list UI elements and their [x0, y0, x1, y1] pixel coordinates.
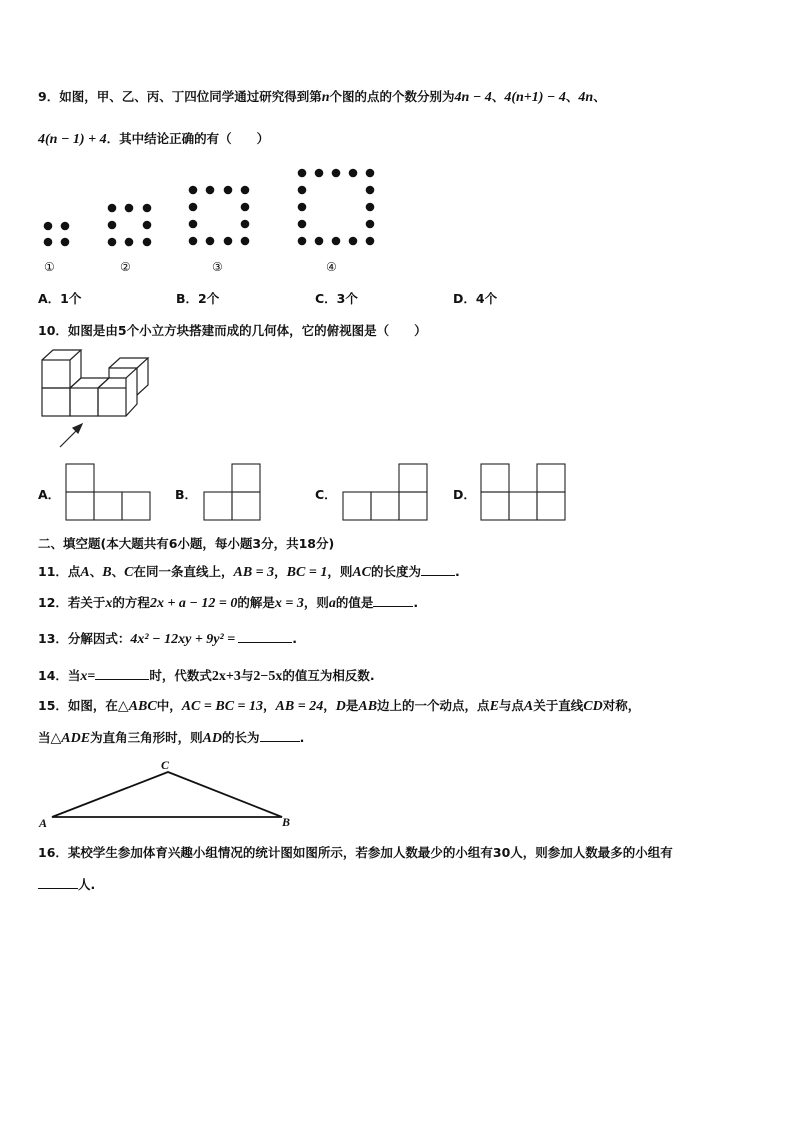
q14-line: 14．当x= 时，代数式2x+3与2−5x的值互为相反数. — [38, 668, 375, 684]
q9-line2: 4(n − 1) + 4．其中结论正确的有（ ） — [38, 131, 270, 147]
vertex-label-a: A — [39, 816, 48, 830]
figure-label-3: ③ — [212, 260, 223, 274]
figure-label-2: ② — [120, 260, 131, 274]
formula-2: 4(n+1) − 4 — [504, 90, 566, 105]
q11-line: 11．点A、B、C在同一条直线上，AB = 3，BC = 1，则AC的长度为 . — [38, 564, 460, 580]
vertex-label-b: B — [282, 815, 291, 829]
q9-option-d[interactable]: D．4个 — [453, 291, 498, 306]
q10-option-d-label[interactable]: D． — [453, 487, 476, 502]
q16-line1: 16．某校学生参加体育兴趣小组情况的统计图如图所示，若参加人数最少的小组有30人，则参加人数最多的小组有 — [38, 845, 673, 860]
q13-line: 13．分解因式：4x² − 12xy + 9y² = . — [38, 631, 297, 647]
q9-option-c[interactable]: C．3个 — [315, 291, 358, 306]
q13-expression: 4x² − 12xy + 9y² = — [130, 632, 236, 647]
q16-answer-blank[interactable] — [38, 876, 78, 889]
q10-line: 10．如图是由5个小立方块搭建而成的几何体，它的俯视图是（ ） — [38, 323, 427, 338]
figure-label-4: ④ — [326, 260, 337, 274]
q12-line: 12．若关于x的方程2x + a − 12 = 0的解是x = 3，则a的值是 . — [38, 595, 419, 611]
q15-line2: 当△ADE为直角三角形时，则AD的长为 . — [38, 730, 305, 746]
q9-number: 9． — [38, 89, 60, 104]
q10-option-c-label[interactable]: C． — [315, 487, 337, 502]
section-heading: 二、填空题(本大题共有6小题，每小题3分，共18分) — [38, 536, 335, 551]
q9-option-a[interactable]: A．1个 — [38, 291, 82, 306]
q10-number: 10． — [38, 323, 68, 338]
formula-3: 4n — [578, 90, 594, 105]
q9-option-b[interactable]: B．2个 — [176, 291, 220, 306]
q16-line2: 人. — [38, 876, 95, 893]
formula-1: 4n − 4 — [454, 90, 492, 105]
vertex-label-c: C — [161, 758, 170, 772]
q10-option-a-label[interactable]: A． — [38, 487, 61, 502]
q9-line1: 9．如图，甲、乙、丙、丁四位同学通过研究得到第n个图的点的个数分别为4n − 4、4(n+1) − 4、4n、 — [38, 89, 606, 105]
q15-line1: 15．如图，在△ABC中，AC = BC = 13，AB = 24，D是AB边上的一个动点，点E与点A关于直线CD对称， — [38, 698, 641, 714]
formula-4: 4(n − 1) + 4 — [38, 132, 107, 147]
figure-label-1: ① — [44, 260, 55, 274]
q10-option-b-label[interactable]: B． — [175, 487, 198, 502]
